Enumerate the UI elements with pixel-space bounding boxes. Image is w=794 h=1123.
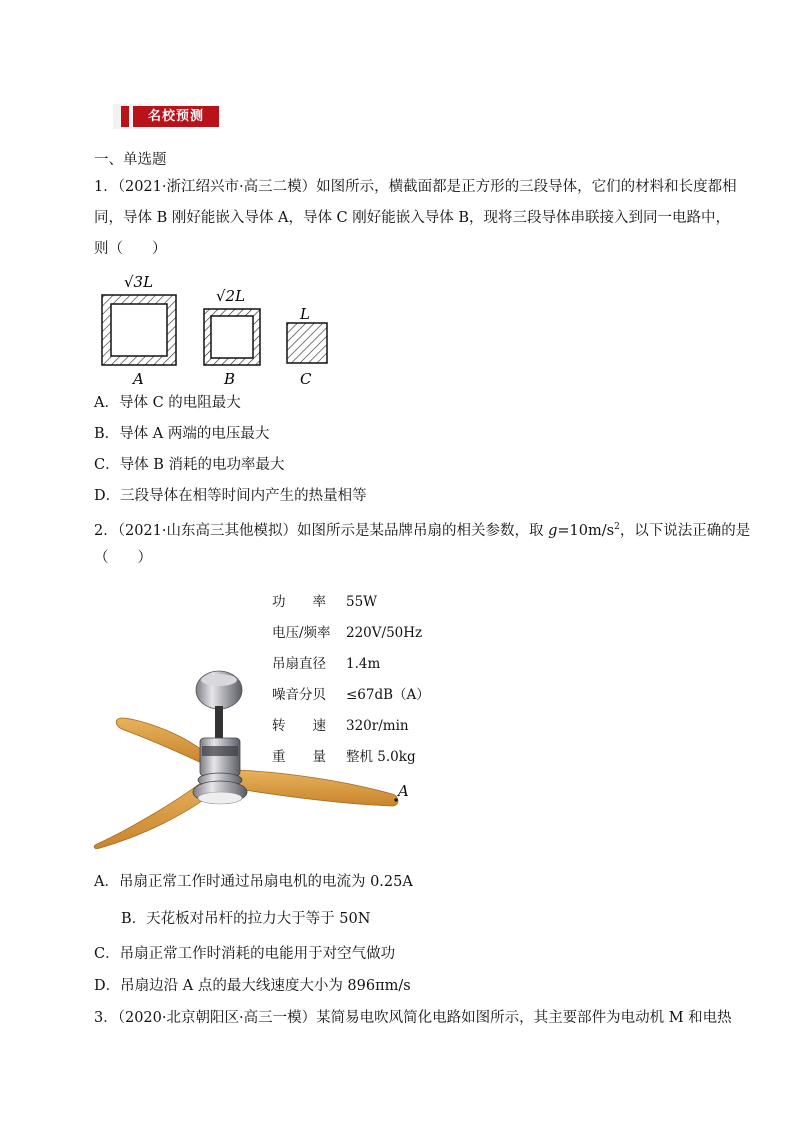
dim-c-label: L xyxy=(300,305,310,323)
q3-line1: 3．（2020·北京朝阳区·高三一模）某简易电吹风简化电路如图所示，其主要部件为电动机 M 和电热 xyxy=(94,1010,732,1026)
q2-option-b: B．天花板对吊杆的拉力大于等于 50N xyxy=(121,911,371,927)
q2-line1 xyxy=(94,518,750,540)
spec-key: 吊扇直径 xyxy=(272,656,326,672)
fan-downrod xyxy=(215,706,223,740)
spec-value: 55W xyxy=(346,594,378,610)
badge-label: 名校预测 xyxy=(133,106,219,127)
section-title: 一、单选题 xyxy=(94,152,167,168)
spec-row xyxy=(272,590,377,610)
label-a: A xyxy=(133,370,144,388)
spec-value: 整机 5.0kg xyxy=(346,749,416,765)
section-badge xyxy=(113,104,225,129)
spec-key: 重 量 xyxy=(272,749,326,765)
spec-key: 转 速 xyxy=(272,718,326,734)
spec-key: 功 率 xyxy=(272,594,326,610)
fan-blade-right xyxy=(232,770,398,806)
fan-motor-housing xyxy=(193,738,247,804)
q2-line1-sup: 2 xyxy=(614,522,620,532)
fan-blade-left xyxy=(116,718,204,764)
q2-line1-end: ，以下说法正确的是 xyxy=(619,522,751,539)
q2-line1-pre: 2．（2021·山东高三其他模拟）如图所示是某品牌吊扇的相关参数，取 xyxy=(94,522,549,539)
conductor-c-shape xyxy=(287,323,327,363)
badge-accent xyxy=(121,106,129,127)
ceiling-fan-illustration xyxy=(92,668,412,850)
dim-a-label: √3L xyxy=(124,273,154,291)
point-a-label: A xyxy=(398,782,409,800)
q2-option-d: D．吊扇边沿 A 点的最大线速度大小为 896πm/s xyxy=(94,978,411,994)
conductor-a-shape xyxy=(102,295,176,365)
q2-option-c: C．吊扇正常工作时消耗的电能用于对空气做功 xyxy=(94,946,396,962)
conductor-b-shape xyxy=(204,309,260,365)
q2-option-a: A．吊扇正常工作时通过吊扇电机的电流为 0.25A xyxy=(94,874,413,890)
q1-conductor-figure xyxy=(92,265,352,390)
q1-option-a: A．导体 C 的电阻最大 xyxy=(94,395,241,411)
label-b: B xyxy=(224,370,236,388)
q1-line2: 同，导体 B 刚好能嵌入导体 A，导体 C 刚好能嵌入导体 B，现将三段导体串联接入到同一电路中， xyxy=(94,210,731,226)
q1-option-d: D．三段导体在相等时间内产生的热量相等 xyxy=(94,488,367,504)
spec-value: 220V/50Hz xyxy=(346,625,423,641)
q1-option-b: B．导体 A 两端的电压最大 xyxy=(94,426,270,442)
q1-option-c: C．导体 B 消耗的电功率最大 xyxy=(94,457,285,473)
q2-g-symbol: g xyxy=(548,522,558,539)
spec-value: 320r/min xyxy=(346,718,409,734)
q2-line1-post: =10m/s xyxy=(557,522,615,539)
q1-line3: 则（ ） xyxy=(94,241,167,257)
label-c: C xyxy=(300,370,312,388)
dim-b-label: √2L xyxy=(216,287,246,305)
q2-line2: （ ） xyxy=(94,550,152,566)
spec-key: 噪音分贝 xyxy=(272,687,326,703)
spec-row xyxy=(272,621,422,641)
q1-line1: 1．（2021·浙江绍兴市·高三二模）如图所示，横截面都是正方形的三段导体，它们的材料和长度都相 xyxy=(94,179,737,195)
spec-value: ≤67dB（A） xyxy=(346,687,430,703)
fan-canopy xyxy=(196,671,242,709)
spec-key: 电压/频率 xyxy=(272,625,331,641)
spec-value: 1.4m xyxy=(346,656,381,672)
